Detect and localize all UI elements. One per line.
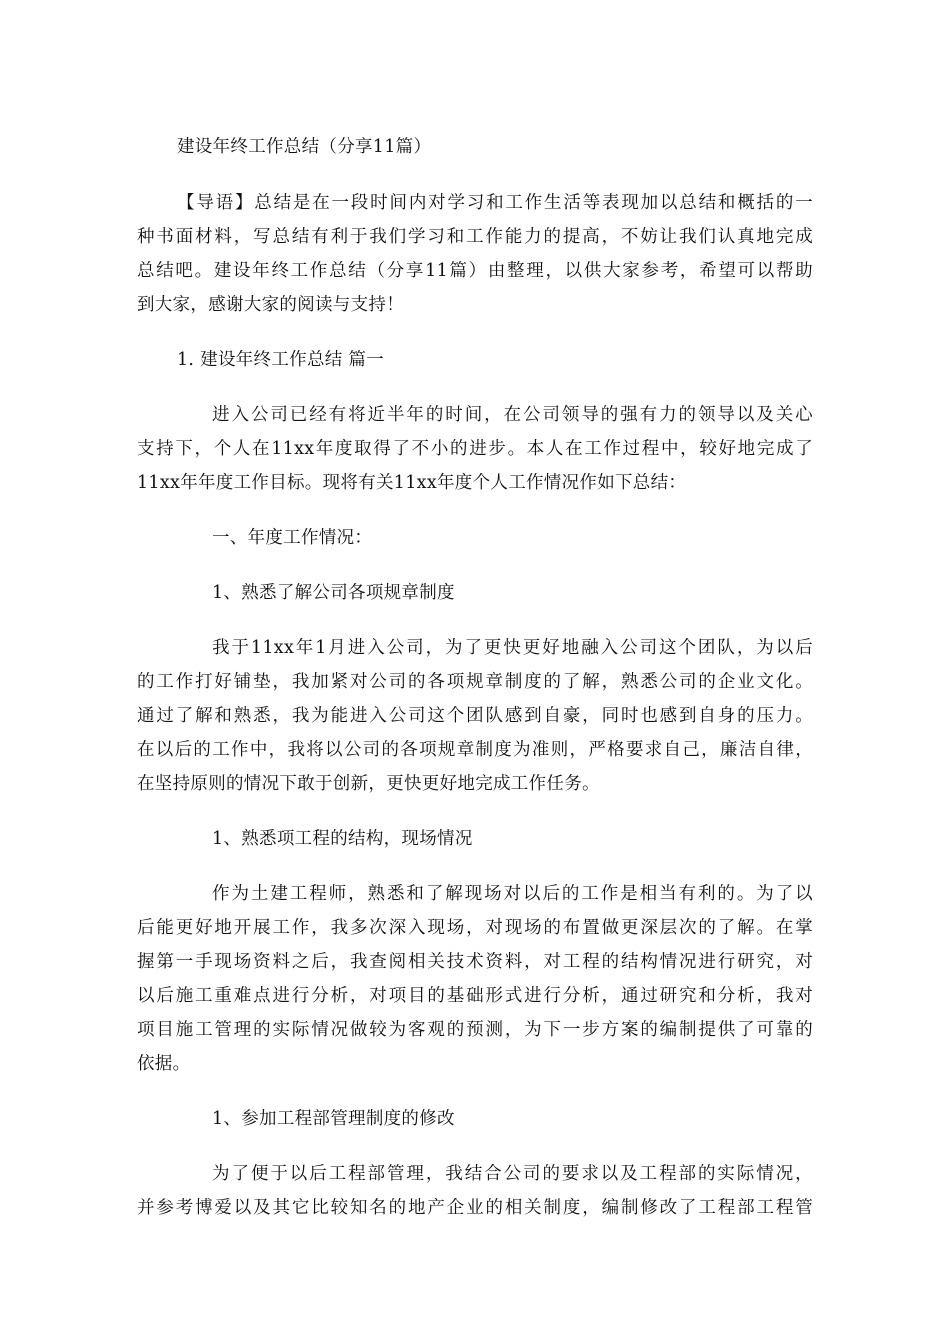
paragraph-line: 以后施工重难点进行分析，对项目的基础形式进行分析，通过研究和分析，我对	[137, 986, 813, 1006]
paragraph-line: 进入公司已经有将近半年的时间，在公司领导的强有力的领导以及关心	[212, 405, 813, 425]
paragraph-line: 在坚持原则的情况下敢于创新，更快更好地完成工作任务。	[137, 774, 600, 794]
intro-line: 到大家，感谢大家的阅读与支持！	[137, 295, 404, 315]
paragraph-line: 支持下，个人在11xx年度取得了不小的进步。本人在工作过程中，较好地完成了	[137, 439, 813, 459]
paragraph-line: 在以后的工作中，我将以公司的各项规章制度为准则，严格要求自己，廉洁自律，	[137, 740, 813, 760]
intro-line: 种书面材料，写总结有利于我们学习和工作能力的提高，不妨让我们认真地完成	[137, 227, 813, 247]
paragraph-line: 项目施工管理的实际情况做较为客观的预测，为下一步方案的编制提供了可靠的	[137, 1020, 813, 1040]
item-heading: 1、熟悉项工程的结构，现场情况	[212, 829, 473, 849]
intro-line: 总结吧。建设年终工作总结（分享11篇）由整理，以供大家参考，希望可以帮助	[137, 261, 813, 281]
paragraph-line: 我于11xx年1月进入公司，为了更快更好地融入公司这个团队，为以后	[212, 638, 813, 658]
paragraph-line: 依据。	[137, 1054, 191, 1074]
paragraph-line: 后能更好地开展工作，我多次深入现场，对现场的布置做更深层次的了解。在掌	[137, 918, 813, 938]
paragraph-line: 11xx年年度工作目标。现将有关11xx年度个人工作情况作如下总结：	[137, 473, 687, 493]
intro-line: 【导语】总结是在一段时间内对学习和工作生活等表现加以总结和概括的一	[177, 193, 813, 213]
sub-heading: 一、年度工作情况：	[212, 528, 373, 548]
item-heading: 1、熟悉了解公司各项规章制度	[212, 583, 455, 603]
document-title: 建设年终工作总结（分享11篇）	[177, 137, 432, 157]
paragraph-line: 并参考博爱以及其它比较知名的地产企业的相关制度，编制修改了工程部工程管	[137, 1198, 813, 1218]
section-heading: 1. 建设年终工作总结 篇一	[177, 350, 385, 370]
paragraph-line: 的工作打好铺垫，我加紧对公司的各项规章制度的了解，熟悉公司的企业文化。	[137, 672, 813, 692]
paragraph-line: 为了便于以后工程部管理，我结合公司的要求以及工程部的实际情况，	[212, 1164, 813, 1184]
paragraph-line: 握第一手现场资料之后，我查阅相关技术资料，对工程的结构情况进行研究，对	[137, 952, 813, 972]
item-heading: 1、参加工程部管理制度的修改	[212, 1109, 455, 1129]
paragraph-line: 通过了解和熟悉，我为能进入公司这个团队感到自豪，同时也感到自身的压力。	[137, 706, 813, 726]
paragraph-line: 作为土建工程师，熟悉和了解现场对以后的工作是相当有利的。为了以	[212, 884, 813, 904]
